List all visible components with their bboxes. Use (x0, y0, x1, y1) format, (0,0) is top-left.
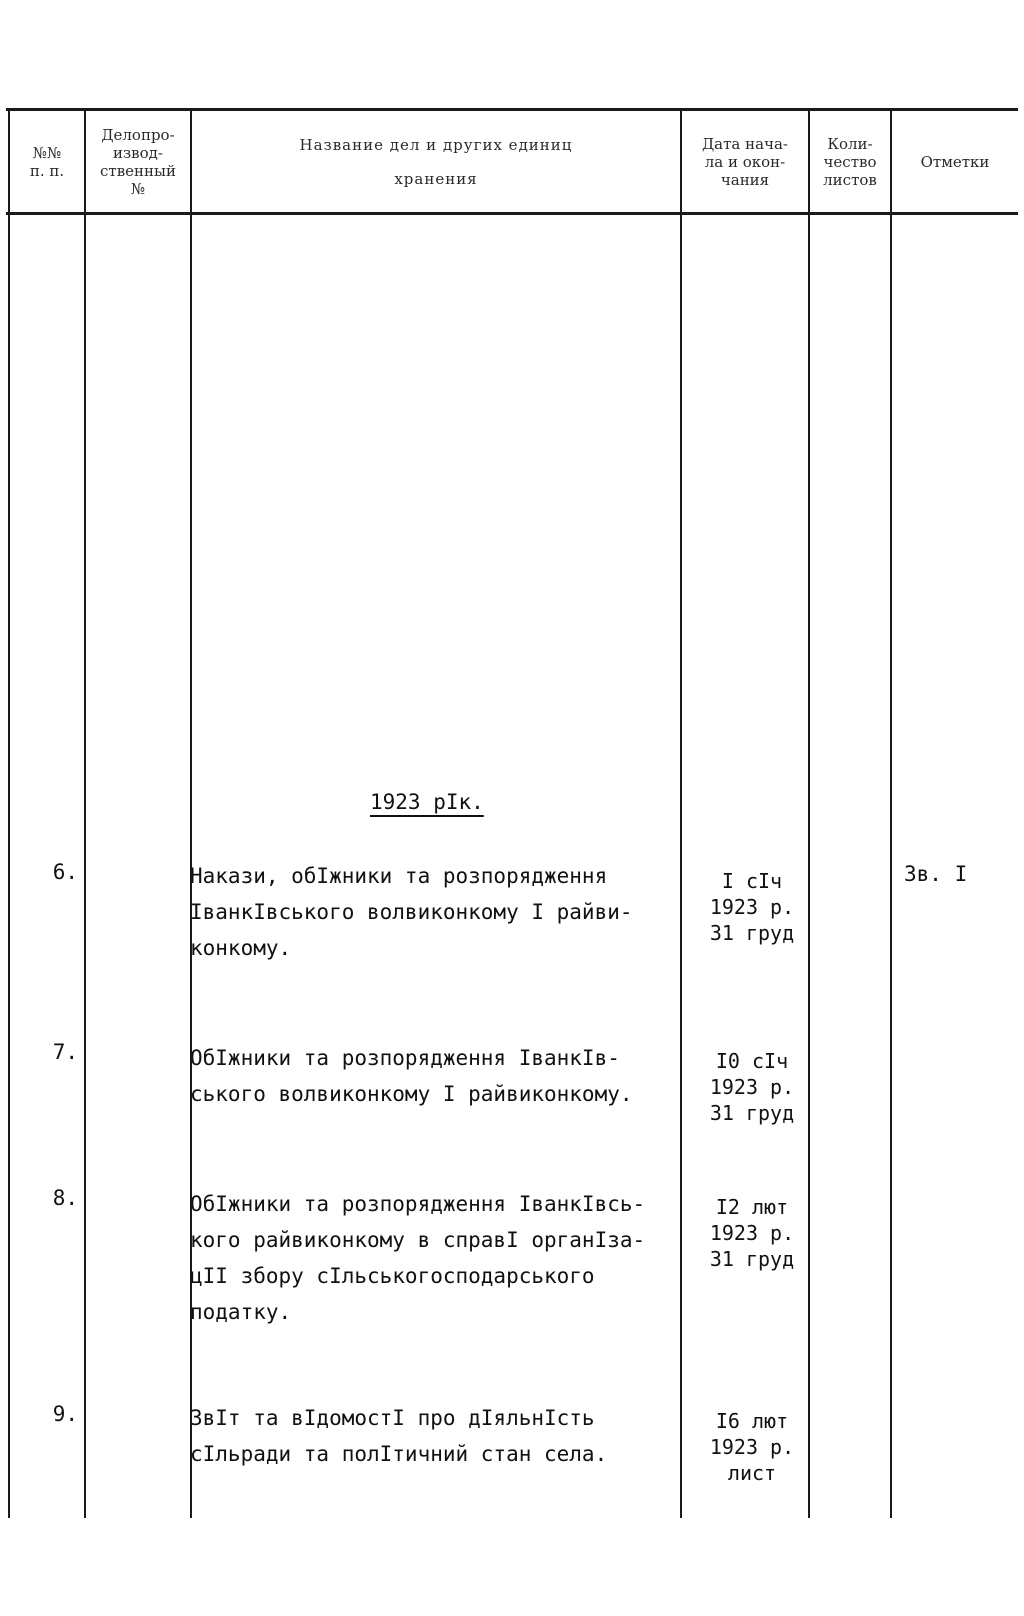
row-number: 9. (52, 1402, 78, 1426)
row-title: ОбIжники та розпорядження IванкIв- ського волвиконкому I райвиконкому. (190, 1046, 633, 1106)
row-number: 7. (52, 1040, 78, 1064)
divider-num (84, 108, 86, 1518)
row-dates: I0 сIч 1923 р. 31 груд (709, 1049, 795, 1125)
header-dates: Дата нача- ла и окон- чания (701, 135, 788, 189)
table-left-border (8, 108, 10, 1518)
row-notes: Зв. I (904, 862, 968, 886)
divider-sheets (890, 108, 892, 1518)
header-notes: Отметки (920, 153, 990, 171)
row-title: ОбIжники та розпорядження IванкIвсь- кого райвиконкому в справI органIза- цII збору сIльськогосподарського податку. (190, 1192, 646, 1324)
row-title: ЗвIт та вIдомостI про дIяльнIсть сIльради та полIтичний стан села. (190, 1406, 608, 1466)
table-top-rule (6, 108, 1018, 111)
header-bottom-rule (6, 212, 1018, 215)
section-year: 1923 рIк. (370, 790, 484, 814)
header-office-num: Делопро- извод- ственный № (100, 126, 176, 198)
header-sheets: Коли- чество листов (823, 135, 877, 189)
header-num: №№ п. п. (29, 144, 65, 180)
row-dates: I6 лют 1923 р. лист (709, 1409, 795, 1485)
row-number: 6. (52, 860, 78, 884)
row-title: Накази, обIжники та розпорядження IванкIвського волвиконкому I райви- конкому. (190, 864, 633, 960)
row-number: 8. (52, 1186, 78, 1210)
header-title: Название дел и других единиц хранения (299, 136, 573, 188)
divider-dates (808, 108, 810, 1518)
row-dates: I сIч 1923 р. 31 груд (709, 869, 795, 945)
row-dates: I2 лют 1923 р. 31 груд (709, 1195, 795, 1271)
